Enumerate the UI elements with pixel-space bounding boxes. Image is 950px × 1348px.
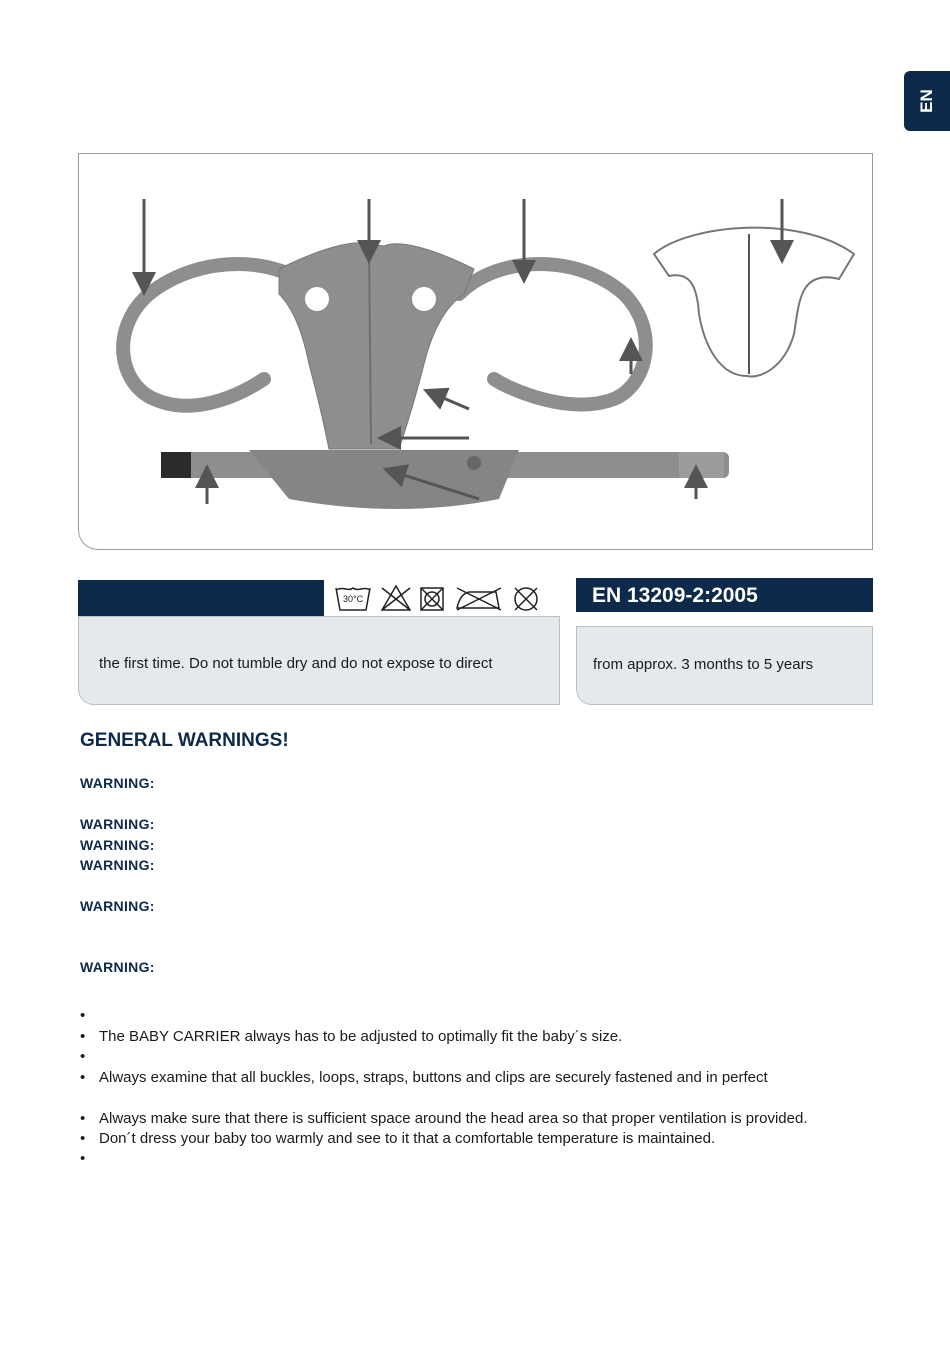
no-dry-clean-icon bbox=[515, 588, 537, 610]
age-range-text: from approx. 3 months to 5 years bbox=[593, 656, 814, 673]
care-symbols bbox=[324, 580, 560, 616]
no-iron-icon bbox=[457, 588, 501, 610]
carrier-illustration bbox=[78, 153, 873, 550]
general-warnings-heading: GENERAL WARNINGS! bbox=[80, 730, 289, 751]
wash-temp-label: 30°C bbox=[343, 594, 364, 604]
warning-label: WARNING: bbox=[80, 959, 155, 975]
warning-label: WARNING: bbox=[80, 898, 155, 914]
language-tab[interactable] bbox=[904, 71, 950, 131]
no-tumble-dry-icon bbox=[421, 588, 443, 610]
warning-label: WARNING: bbox=[80, 837, 155, 853]
care-instructions-text: the first time. Do not tumble dry and do not expose to direct bbox=[99, 655, 493, 672]
warning-label: WARNING: bbox=[80, 857, 155, 873]
standard-title: EN 13209-2:2005 bbox=[592, 584, 758, 607]
warning-label: WARNING: bbox=[80, 816, 155, 832]
baby-carrier-diagram bbox=[79, 154, 874, 551]
no-bleach-icon bbox=[382, 586, 410, 610]
warning-label: WARNING: bbox=[80, 775, 155, 791]
sun-hood bbox=[654, 228, 854, 377]
right-shoulder-strap bbox=[459, 264, 646, 404]
language-label: EN bbox=[917, 89, 936, 113]
carrier-body-panel bbox=[279, 243, 474, 449]
